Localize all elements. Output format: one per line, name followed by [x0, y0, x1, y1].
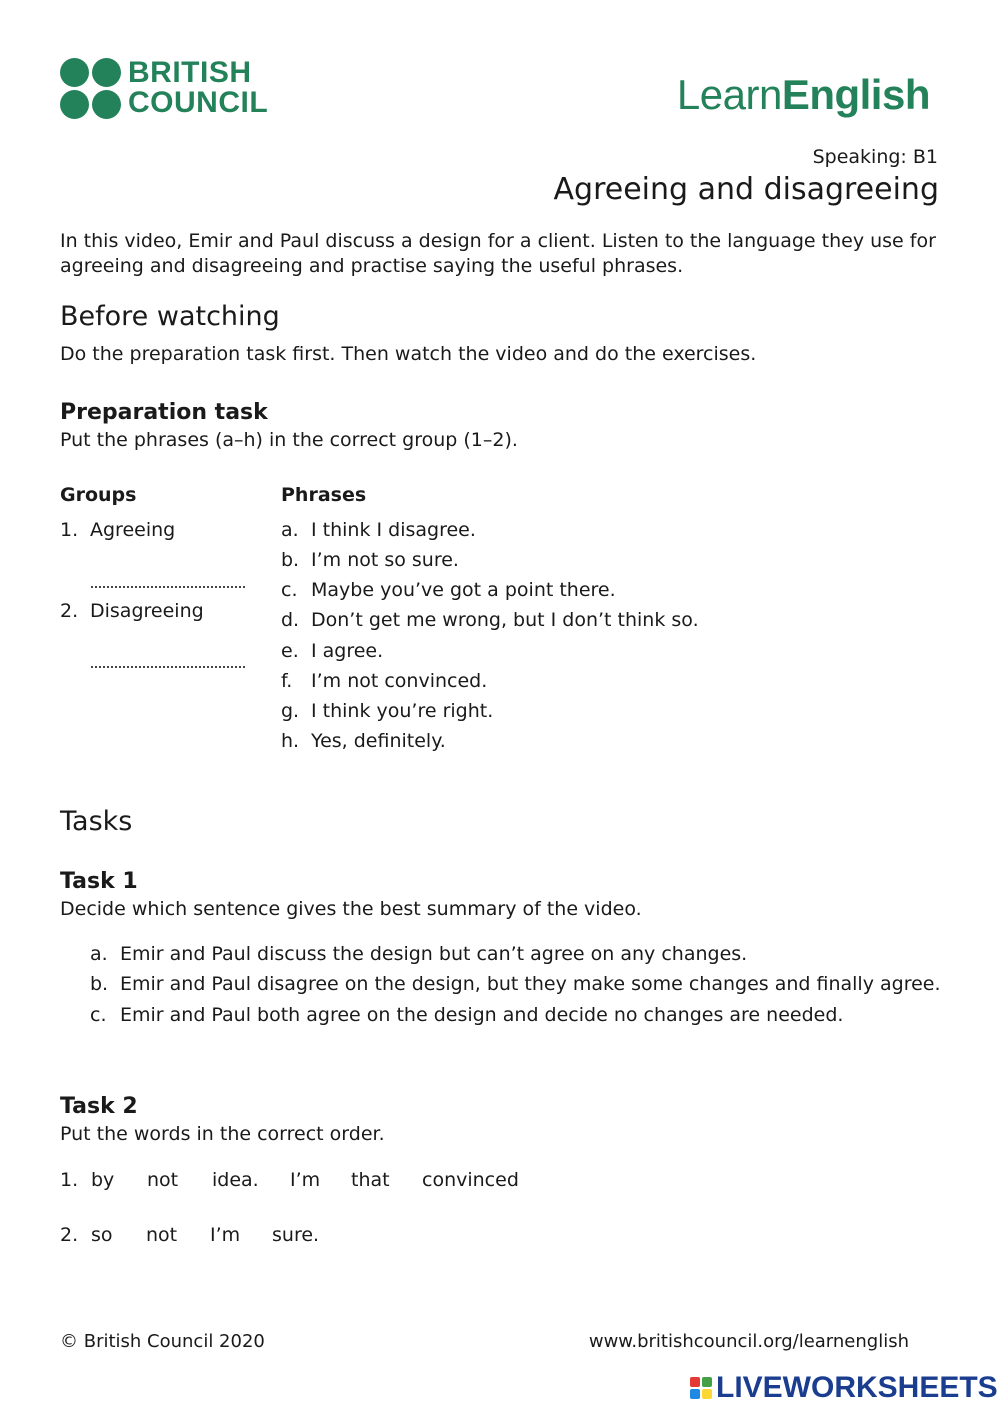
phrase-letter: d. — [281, 609, 300, 631]
phrase-text: Maybe you’ve got a point there. — [311, 579, 616, 601]
footer-url[interactable]: www.britishcouncil.org/learnenglish — [588, 1331, 909, 1352]
task1-instruction: Decide which sentence gives the best summary of the video. — [60, 898, 642, 920]
group-item-disagreeing — [60, 600, 204, 622]
british-council-logo — [60, 58, 275, 124]
liveworksheets-square-icon — [690, 1389, 700, 1399]
learnenglish-logo-learn: Learn — [676, 71, 782, 118]
group-label: Agreeing — [90, 519, 176, 541]
phrase-letter: c. — [281, 579, 298, 601]
phrases-header: Phrases — [281, 484, 367, 506]
option-text: Emir and Paul disagree on the design, but they make some changes and finally agree. — [120, 973, 941, 995]
groups-header: Groups — [60, 484, 137, 506]
task2-row-number: 2. — [60, 1224, 79, 1246]
option-letter: b. — [90, 973, 109, 995]
phrase-letter: f. — [281, 670, 293, 692]
task1-option-a[interactable] — [90, 943, 747, 965]
task1-option-b[interactable] — [90, 973, 941, 995]
intro-paragraph: In this video, Emir and Paul discuss a design for a client. Listen to the language they use for agreeing and disagreeing and practise saying the useful phrases. — [60, 230, 936, 277]
option-text: Emir and Paul discuss the design but can’t agree on any changes. — [120, 943, 748, 965]
group-number: 1. — [60, 519, 79, 541]
option-letter: a. — [90, 943, 108, 965]
bc-logo-line1: BRITISH — [128, 56, 252, 89]
phrase-letter: e. — [281, 640, 299, 662]
group-item-agreeing — [60, 519, 175, 541]
preparation-task-heading: Preparation task — [60, 400, 268, 425]
phrase-letter: g. — [281, 700, 300, 722]
task2-word[interactable]: I’m — [210, 1224, 241, 1246]
learnenglish-logo — [677, 72, 930, 118]
group-number: 2. — [60, 600, 79, 622]
task2-instruction: Put the words in the correct order. — [60, 1123, 385, 1145]
option-text: Emir and Paul both agree on the design and decide no changes are needed. — [120, 1004, 844, 1026]
task2-word[interactable]: not — [146, 1224, 178, 1246]
task1-option-c[interactable] — [90, 1004, 843, 1026]
phrase-text: I’m not convinced. — [311, 670, 488, 692]
task2-word[interactable]: I’m — [290, 1169, 321, 1191]
phrase-text: I think you’re right. — [311, 700, 494, 722]
before-watching-heading: Before watching — [60, 301, 280, 332]
task2-row-number: 1. — [60, 1169, 79, 1191]
before-watching-text: Do the preparation task first. Then watch the video and do the exercises. — [60, 343, 757, 365]
phrase-item — [281, 730, 446, 752]
liveworksheets-logo — [688, 1371, 998, 1407]
footer-copyright: © British Council 2020 — [60, 1331, 265, 1352]
task1-heading: Task 1 — [60, 869, 138, 894]
phrase-item — [281, 549, 459, 571]
liveworksheets-square-icon — [702, 1389, 712, 1399]
phrase-letter: a. — [281, 519, 299, 541]
bc-logo-line2: COUNCIL — [128, 86, 269, 119]
liveworksheets-text: LIVEWORKSHEETS — [716, 1371, 998, 1404]
liveworksheets-square-icon — [702, 1377, 712, 1387]
phrase-item — [281, 519, 476, 541]
preparation-task-instruction: Put the phrases (a–h) in the correct group (1–2). — [60, 429, 518, 451]
level-label: Speaking: B1 — [812, 146, 938, 168]
phrase-item — [281, 609, 699, 631]
phrase-item — [281, 670, 487, 692]
task2-word[interactable]: that — [351, 1169, 390, 1191]
phrase-text: I agree. — [311, 640, 384, 662]
page-title: Agreeing and disagreeing — [553, 172, 939, 207]
phrase-item — [281, 579, 616, 601]
task2-word[interactable]: sure. — [272, 1224, 320, 1246]
task2-word[interactable]: convinced — [422, 1169, 519, 1191]
tasks-heading: Tasks — [60, 806, 133, 837]
option-letter: c. — [90, 1004, 107, 1026]
task2-heading: Task 2 — [60, 1094, 138, 1119]
task2-word[interactable]: not — [147, 1169, 179, 1191]
phrase-letter: h. — [281, 730, 300, 752]
british-council-dots-icon — [60, 58, 122, 120]
phrase-item — [281, 640, 383, 662]
disagreeing-answer-line[interactable] — [91, 666, 245, 668]
task2-word[interactable]: idea. — [212, 1169, 259, 1191]
phrase-letter: b. — [281, 549, 300, 571]
phrase-item — [281, 700, 493, 722]
task2-word[interactable]: so — [91, 1224, 113, 1246]
phrase-text: Don’t get me wrong, but I don’t think so. — [311, 609, 699, 631]
liveworksheets-square-icon — [690, 1377, 700, 1387]
agreeing-answer-line[interactable] — [91, 586, 245, 588]
learnenglish-logo-english: English — [781, 71, 930, 118]
phrase-text: Yes, definitely. — [311, 730, 446, 752]
group-label: Disagreeing — [90, 600, 204, 622]
task2-word[interactable]: by — [91, 1169, 115, 1191]
phrase-text: I think I disagree. — [311, 519, 476, 541]
phrase-text: I’m not so sure. — [311, 549, 459, 571]
